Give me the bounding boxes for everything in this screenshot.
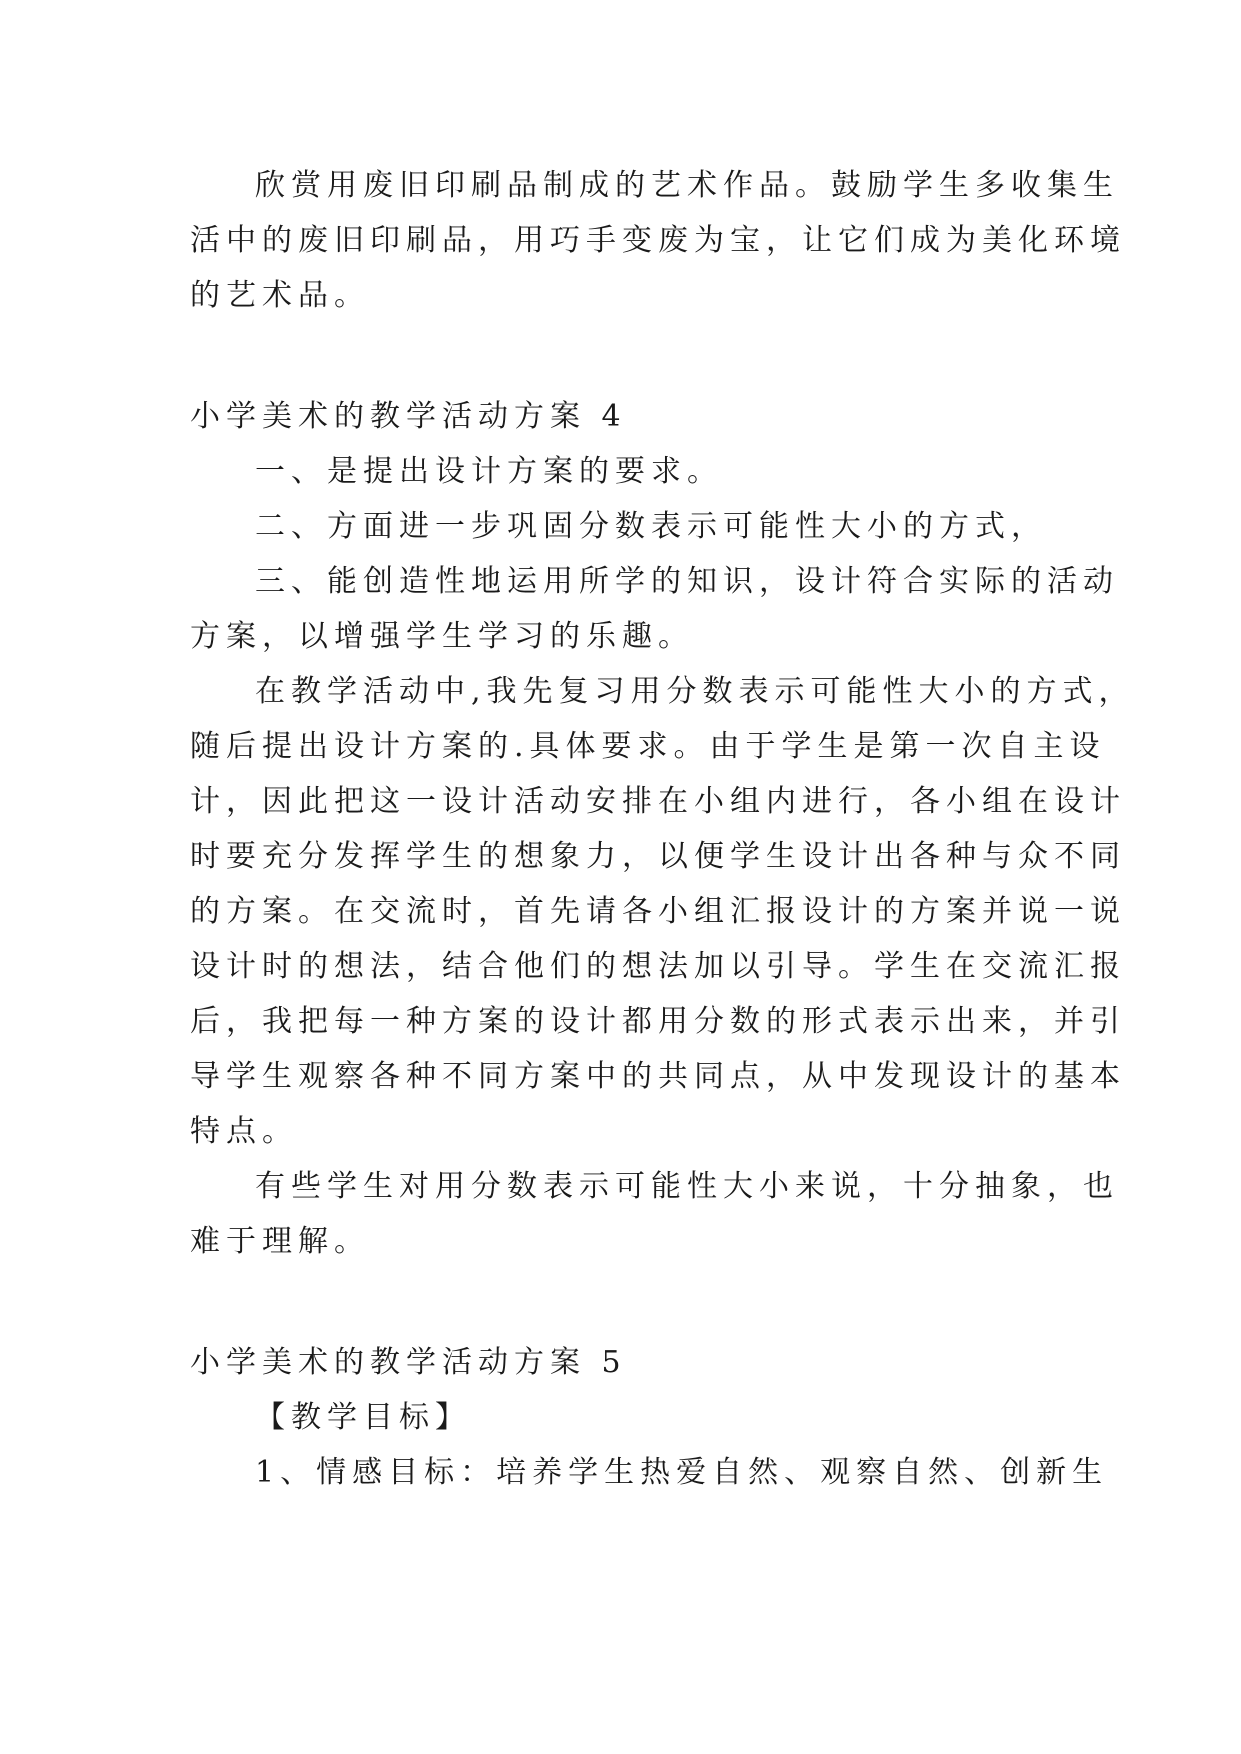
list-item: 1、情感目标：培养学生热爱自然、观察自然、创新生 [255, 1455, 1109, 1490]
list-item: 一、是提出设计方案的要求。 [255, 454, 723, 489]
paragraph-line: 随后提出设计方案的.具体要求。由于学生是第一次自主设 [190, 729, 1106, 764]
paragraph-line: 时要充分发挥学生的想象力，以便学生设计出各种与众不同 [190, 839, 1126, 874]
section-heading: 小学美术的教学活动方案 4 [190, 399, 627, 434]
paragraph-line: 的方案。在交流时，首先请各小组汇报设计的方案并说一说 [190, 894, 1126, 929]
paragraph-line: 在教学活动中,我先复习用分数表示可能性大小的方式， [255, 674, 1135, 709]
paragraph-line: 活中的废旧印刷品，用巧手变废为宝，让它们成为美化环境 [190, 223, 1126, 258]
section-heading: 小学美术的教学活动方案 5 [190, 1345, 627, 1380]
paragraph-line: 导学生观察各种不同方案中的共同点，从中发现设计的基本 [190, 1059, 1126, 1094]
paragraph-line: 后，我把每一种方案的设计都用分数的形式表示出来，并引 [190, 1004, 1126, 1039]
paragraph-line: 设计时的想法，结合他们的想法加以引导。学生在交流汇报 [190, 949, 1126, 984]
paragraph-line: 方案，以增强学生学习的乐趣。 [190, 619, 694, 654]
paragraph-line: 有些学生对用分数表示可能性大小来说，十分抽象，也 [255, 1169, 1119, 1204]
paragraph-line: 难于理解。 [190, 1224, 370, 1259]
paragraph-line: 欣赏用废旧印刷品制成的艺术作品。鼓励学生多收集生 [255, 168, 1119, 203]
paragraph-line: 特点。 [190, 1114, 298, 1149]
paragraph-line: 计，因此把这一设计活动安排在小组内进行，各小组在设计 [190, 784, 1126, 819]
subheading: 【教学目标】 [255, 1400, 471, 1435]
list-item: 三、能创造性地运用所学的知识，设计符合实际的活动 [255, 564, 1119, 599]
list-item: 二、方面进一步巩固分数表示可能性大小的方式， [255, 509, 1047, 544]
paragraph-line: 的艺术品。 [190, 278, 370, 313]
